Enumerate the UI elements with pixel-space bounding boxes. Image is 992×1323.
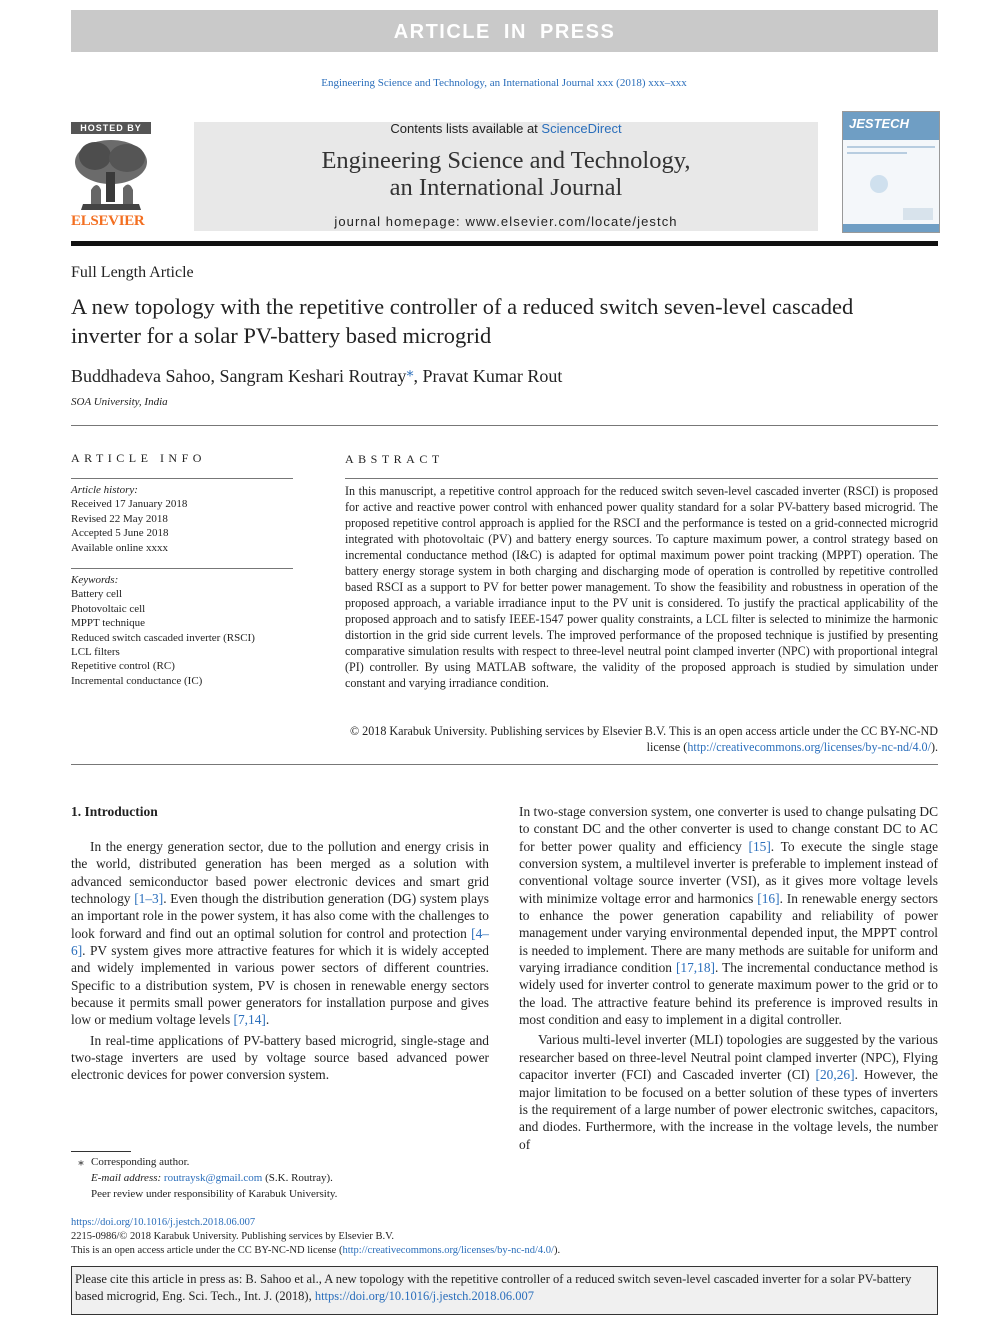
paragraph: In real-time applications of PV-battery based microgrid, single-stage and two-stage inverters are used by voltage source based advanced power electronic devices for power conversion system.	[71, 1032, 489, 1083]
elsevier-tree-logo	[71, 138, 151, 212]
citation-text	[75, 1271, 937, 1305]
divider	[345, 478, 938, 479]
keyword: Photovoltaic cell	[71, 602, 146, 615]
doi-block	[71, 1216, 560, 1258]
footnote-email	[71, 1170, 337, 1186]
abstract-copyright	[345, 723, 938, 755]
license-link[interactable]: http://creativecommons.org/licenses/by-nc-nd/4.0/	[342, 1245, 554, 1256]
keyword: LCL filters	[71, 646, 120, 659]
text: (S.K. Routray).	[262, 1172, 333, 1184]
copyright-end: ).	[930, 740, 938, 754]
keyword: Reduced switch cascaded inverter (RSCI)	[71, 631, 255, 644]
homepage-prefix: journal homepage:	[334, 214, 466, 229]
keyword: Battery cell	[71, 588, 123, 601]
homepage-url[interactable]: www.elsevier.com/locate/jestch	[465, 214, 678, 229]
journal-title-line2: an International Journal	[389, 174, 623, 201]
contents-prefix: Contents lists available at	[390, 121, 542, 136]
citation-link[interactable]: [20,26]	[815, 1067, 855, 1083]
issn-line: 2215-0986/© 2018 Karabuk University. Publishing services by Elsevier B.V.	[71, 1231, 394, 1242]
footnote-peer-review: Peer review under responsibility of Karabuk University.	[91, 1188, 338, 1200]
copyright-text: © 2018 Karabuk University. Publishing services by Elsevier B.V. This is an open access article under the CC BY-NC-ND license (	[349, 724, 938, 754]
text: . The incremental conductance method is widely used for inverter control to generate maximum power to the grid or to the load. The attractive feature behind its preference is improved results in most condition and easy to implement in a digital controller.	[519, 960, 938, 1028]
elsevier-wordmark: ELSEVIER	[71, 213, 145, 229]
keyword: MPPT technique	[71, 617, 146, 630]
sciencedirect-link[interactable]: ScienceDirect	[541, 121, 622, 136]
article-type: Full Length Article	[71, 264, 194, 281]
text: . In renewable energy sectors to enhance the power generation capability and reliability of power management under varying environmental depended input, the MPPT control is needed to implement. There are many methods are suitable for uniform and varying irradiance condition	[519, 890, 938, 976]
keyword: Incremental conductance (IC)	[71, 674, 203, 687]
history-revised: Revised 22 May 2018	[71, 512, 168, 525]
journal-cover-thumbnail[interactable]	[842, 111, 940, 233]
text: . PV system gives more attractive features for which it is widely accepted and widely implemented in various power sectors of different countries. Specific to a distribution system, PV is chosen in renewable energy sectors because it permits small power generators for installation purpose and gives low or medium voltage levels	[71, 943, 489, 1028]
cover-title: JESTECH	[849, 116, 909, 131]
text: . Even though the distribution generation (DG) system plays an important role in the power system, it has also come with the challenges to look forward and find out an optimal solution for control and protection	[71, 891, 489, 941]
author-2: Sangram Keshari Routray	[219, 366, 407, 386]
abstract-heading: ABSTRACT	[345, 452, 444, 466]
paragraph	[71, 838, 489, 1029]
history-received: Received 17 January 2018	[71, 498, 188, 511]
text: . However, the major limitation to be focused on a better solution of these types of inverters is the requirement of a large number of power electronic switches, capacitors, and diodes. Furthermore, with the increase in the voltage levels, the number of	[519, 1067, 938, 1152]
citation-link[interactable]: [1–3]	[134, 891, 164, 907]
corresponding-author-marker[interactable]: ⁎	[406, 365, 414, 380]
journal-reference-link[interactable]: Engineering Science and Technology, an International Journal xxx (2018) xxx–xxx	[321, 77, 687, 89]
header-rule	[71, 241, 938, 246]
text: . To execute the single stage conversion system, a multilevel inverter is preferable to implement instead of conventional voltage source inverter (VSI), as it gives more voltage levels with minimize voltage error and harmonics	[519, 838, 939, 906]
citation-link[interactable]: [15]	[748, 838, 771, 854]
citation-link[interactable]: [4–6]	[71, 925, 489, 959]
body-column-right	[519, 803, 938, 1153]
affiliation: SOA University, India	[71, 396, 168, 408]
paragraph	[519, 1031, 938, 1152]
divider	[71, 568, 293, 569]
journal-homepage	[194, 214, 818, 229]
footnotes	[71, 1154, 337, 1202]
citation-link[interactable]: [17,18]	[675, 960, 715, 976]
license-link[interactable]: http://creativecommons.org/licenses/by-nc-nd/4.0/	[687, 740, 931, 754]
author-3: , Pravat Kumar Rout	[413, 366, 563, 386]
author-list	[71, 364, 562, 387]
article-info-heading: ARTICLE INFO	[71, 451, 206, 465]
text: In the energy generation sector, due to the pollution and energy crisis in the world, distributed generation has been merged as a solution with advanced semiconductor based power electronic devices and smart grid technology	[71, 839, 489, 907]
section-heading-introduction: 1. Introduction	[71, 804, 158, 819]
contents-line	[194, 121, 818, 136]
text: This is an open access article under the CC BY-NC-ND license (	[71, 1245, 343, 1256]
open-access-line	[71, 1244, 560, 1258]
body-column-left	[71, 838, 489, 1084]
citation-link[interactable]: [7,14]	[233, 1012, 266, 1028]
article-title: A new topology with the repetitive controller of a reduced switch seven-level cascaded inverter for a solar PV-battery based microgrid	[71, 294, 854, 348]
text: Corresponding author.	[91, 1156, 190, 1168]
doi-link[interactable]: https://doi.org/10.1016/j.jestch.2018.06.007	[71, 1217, 256, 1228]
keyword: Repetitive control (RC)	[71, 660, 175, 673]
citation-doi-link[interactable]: https://doi.org/10.1016/j.jestch.2018.06.007	[314, 1289, 535, 1303]
footnote-rule	[71, 1151, 131, 1152]
footnote-corresponding	[71, 1154, 337, 1170]
article-in-press-banner: ARTICLE IN PRESS	[71, 10, 938, 52]
hosted-by-label: HOSTED BY	[71, 122, 151, 134]
journal-title-line1: Engineering Science and Technology,	[321, 147, 691, 174]
divider	[71, 478, 293, 479]
journal-title	[194, 147, 818, 201]
text: .	[265, 1012, 270, 1028]
keywords-label: Keywords:	[71, 574, 119, 586]
email-link[interactable]: routraysk@gmail.com	[163, 1172, 263, 1184]
footnote-star: ⁎	[78, 1156, 84, 1168]
text: Various multi-level inverter (MLI) topologies are suggested by the various researcher based on three-level Neutral point clamped inverter (NPC), Flying capacitor inverter (FCI) and Cascaded inverter (CI)	[519, 1032, 938, 1083]
keywords-list	[71, 573, 255, 688]
abstract-text: In this manuscript, a repetitive control approach for the reduced switch seven-level cascaded inverter (RSCI) is proposed for active and reactive power control with enhanced power quality standard for a solar PV-battery based microgrid. The proposed repetitive control approach is applied for the RSCI and the performance is tested on a grid-connected microgrid integrated with photovoltaic (PV) and battery energy sources. To capture maximum power, a control strategy based on incremental conductance method (I&C) is adapted for optimal maximum power point tracking (MPPT) operation. The battery energy storage system in both charging and discharging mode of operation is controlled by repetitive controlled based RSCI as a support to PV for better power management. To show the feasibility and robustness in operation of the proposed approach, a variable irradiance input to the PV unit is considered. To justify the practical applicability of the proposed approach and to satisfy IEEE-1547 power quality constraints, a LCL filter is selected to minimize the harmonic distortion in the grid side current levels. The improved performance of the proposed technique is justified by presenting comparative simulation results with respect to three-level neutral point clamped inverter (NPC) with proportional integral (PI) controller. By using MATLAB software, the validity of the proposed approach is studied by simulation under constant and varying irradiance condition.	[345, 484, 938, 690]
paragraph	[519, 803, 938, 1028]
author-1: Buddhadeva Sahoo,	[71, 366, 220, 386]
citation-link[interactable]: [16]	[757, 890, 780, 906]
article-history	[71, 483, 187, 555]
text: ).	[553, 1245, 561, 1256]
text: Please cite this article in press as: B. Sahoo et al., A new topology with the repetitive controller of a reduced switch seven-level cascaded inverter for a solar PV-battery based microgrid, Eng. Sci. Tech., Int. J. (2018),	[75, 1272, 912, 1303]
history-online: Available online xxxx	[71, 541, 168, 554]
divider	[71, 764, 938, 765]
text: In two-stage conversion system, one converter is used to change pulsating DC to constant DC and the other converter is used to change constant DC to AC for better power quality and efficiency	[519, 804, 938, 854]
history-label: Article history:	[71, 484, 138, 496]
text: E-mail address:	[91, 1172, 164, 1184]
history-accepted: Accepted 5 June 2018	[71, 527, 169, 540]
divider	[71, 425, 938, 426]
